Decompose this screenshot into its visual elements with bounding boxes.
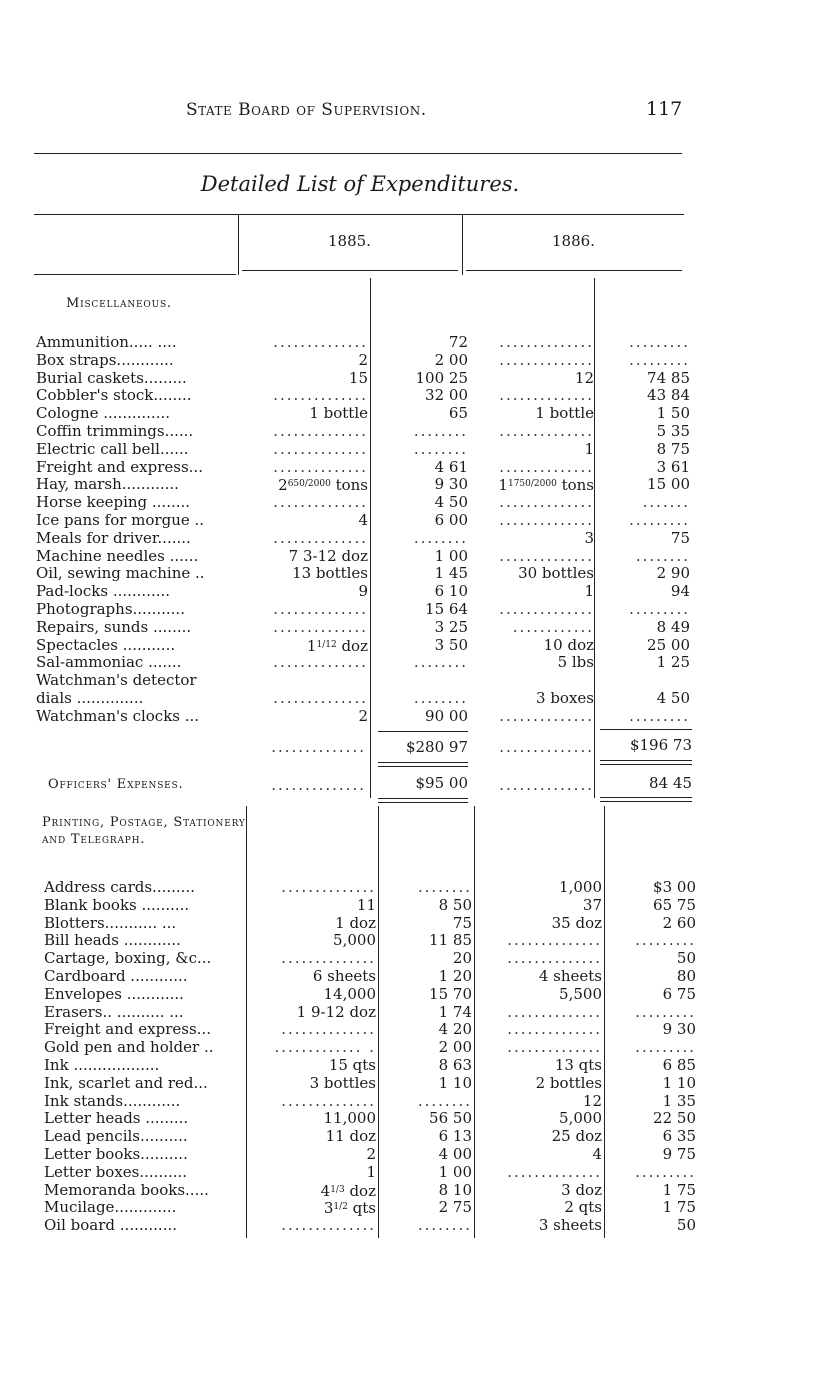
- printing-row: [0, 1003, 831, 1021]
- amount-1885: 4 00: [438, 1145, 472, 1163]
- amount-1885: 2 00: [434, 350, 468, 369]
- qty-1886: 4 sheets: [538, 967, 602, 985]
- fraction: 1750/2000: [507, 479, 557, 490]
- item-label: Freight and express...: [36, 457, 203, 476]
- page-number: 117: [646, 98, 683, 120]
- item-label: Sal-ammoniac .......: [36, 653, 182, 672]
- misc-total-1886: $196 73: [629, 736, 692, 754]
- qty-1885: ..............: [273, 457, 368, 476]
- amount-1886: .......: [642, 493, 690, 512]
- qty-1886: $1^{1750/2000}$ tons: [498, 476, 594, 495]
- item-label: Ice pans for morgue ..: [36, 511, 205, 529]
- amount-1886: 8 75: [656, 439, 690, 458]
- item-label: Mucilage.............: [44, 1198, 177, 1217]
- amount-1886: .........: [635, 1162, 696, 1181]
- qty-1885: ..............: [273, 386, 368, 405]
- amount-1885: 4 50: [434, 493, 468, 512]
- qty-1885: ..............: [273, 689, 368, 707]
- item-label: Cologne ..............: [36, 404, 170, 423]
- qty-1885: 4: [358, 511, 368, 529]
- misc-row: [0, 351, 831, 369]
- misc-total-1885: $280 97: [405, 738, 468, 756]
- qty-1885: $2^{650/2000}$ tons: [278, 476, 368, 495]
- fraction: 650/2000: [287, 479, 331, 490]
- item-label: Meals for driver.......: [36, 528, 191, 547]
- amount-1885: 11 85: [429, 931, 472, 950]
- officers-q85: ..............: [271, 776, 366, 794]
- amount-1886: 80: [676, 967, 696, 985]
- item-label: Hay, marsh............: [36, 475, 179, 494]
- qty-1886: ..............: [499, 333, 594, 351]
- printing-row: [0, 1056, 831, 1074]
- item-label: Cardboard ............: [44, 967, 188, 985]
- qty-1886: ..............: [507, 1020, 602, 1039]
- amount-1886: ........: [635, 546, 690, 565]
- qty-1886: 1: [584, 439, 594, 458]
- qty-1886: ..............: [499, 600, 594, 618]
- item-label: Envelopes ............: [44, 984, 184, 1003]
- qty-1885: ............. .: [274, 1038, 376, 1057]
- fraction: 1/3: [330, 1184, 345, 1195]
- printing-row: [0, 914, 831, 932]
- misc-row: [0, 511, 831, 529]
- qty-1886: ..............: [499, 457, 594, 476]
- amount-1885: 1 10: [438, 1073, 472, 1092]
- qty-1886: ..............: [499, 493, 594, 512]
- amount-1886: 65 75: [653, 895, 696, 914]
- misc-total-double-85a: [378, 762, 468, 763]
- amount-1885: ........: [413, 528, 468, 547]
- qty-1885: ..............: [273, 422, 368, 440]
- amount-1886: 15 00: [647, 475, 690, 494]
- year-1886-heading: 1886.: [552, 232, 595, 250]
- misc-total-rule-86: [600, 729, 692, 730]
- amount-1885: 4 61: [434, 457, 468, 476]
- misc-row: [0, 422, 831, 440]
- item-label: Letter boxes..........: [44, 1162, 188, 1181]
- amount-1886: 6 75: [662, 984, 696, 1003]
- misc-row: [0, 493, 831, 511]
- amount-1886: .........: [635, 1002, 696, 1021]
- qty-1885: ..............: [281, 949, 376, 968]
- qty-1885: 3 bottles: [309, 1073, 376, 1092]
- qty-1886: 12: [574, 368, 594, 387]
- item-label: Ink, scarlet and red...: [44, 1073, 208, 1092]
- fraction: 1/2: [333, 1202, 348, 1213]
- printing-row: [0, 1020, 831, 1038]
- amount-1885: 72: [448, 333, 468, 351]
- qty-1885: ..............: [273, 333, 368, 351]
- amount-1885: ........: [417, 878, 472, 896]
- misc-row: [0, 582, 831, 600]
- qty-1886: 3 doz: [561, 1180, 602, 1199]
- qty-1885: 1: [366, 1162, 376, 1181]
- item-label: Erasers.. .......... ...: [44, 1002, 184, 1021]
- qty-1886: ..............: [499, 511, 594, 529]
- amount-1885: 2 00: [438, 1038, 472, 1057]
- amount-1886: 50: [676, 949, 696, 968]
- qty-1886: 13 qts: [554, 1056, 602, 1074]
- amount-1885: 100 25: [415, 368, 468, 387]
- rule-caption-bottom: [34, 214, 684, 215]
- amount-1886: 3 61: [656, 457, 690, 476]
- item-label: Repairs, sunds ........: [36, 617, 192, 636]
- printing-row: [0, 931, 831, 949]
- amount-1886: .........: [629, 511, 690, 529]
- item-label: Coffin trimmings......: [36, 422, 194, 440]
- rule-top: [34, 153, 682, 154]
- amount-1886: 25 00: [647, 635, 690, 654]
- amount-1886: 1 50: [656, 404, 690, 423]
- qty-1886: ..............: [499, 386, 594, 405]
- amount-1886: 2 90: [656, 564, 690, 583]
- item-label: Memoranda books.....: [44, 1180, 209, 1199]
- item-label: Ammunition..... ....: [36, 333, 177, 351]
- misc-row: [0, 564, 831, 582]
- printing-row: [0, 878, 831, 896]
- qty-1886: 10 doz: [543, 635, 594, 654]
- item-label: Pad-locks ............: [36, 582, 171, 601]
- amount-1885: 9 30: [434, 475, 468, 494]
- item-label: dials ..............: [36, 689, 144, 707]
- col-rule-1886: [462, 215, 463, 275]
- qty-1885: $1^{1/12}$ doz: [306, 636, 368, 655]
- qty-1886: ..............: [499, 546, 594, 565]
- amount-1885: 1 20: [438, 967, 472, 985]
- printing-row: [0, 1038, 831, 1056]
- amount-1886: 5 35: [656, 422, 690, 440]
- qty-1885: 1 bottle: [309, 404, 368, 423]
- qty-1886: 4: [592, 1145, 602, 1163]
- misc-row: [0, 529, 831, 547]
- qty-1886: 3 sheets: [538, 1216, 602, 1235]
- amount-1886: 2 60: [662, 913, 696, 932]
- amount-1885: ........: [413, 422, 468, 440]
- amount-1885: 1 74: [438, 1002, 472, 1021]
- misc-total-double-85b: [378, 766, 468, 767]
- item-label: Photographs...........: [36, 600, 185, 618]
- misc-row: [0, 475, 831, 493]
- qty-1885: ..............: [273, 493, 368, 512]
- qty-1886: ..............: [507, 1038, 602, 1057]
- qty-1886: 5,000: [559, 1109, 602, 1128]
- amount-1885: 1 00: [438, 1162, 472, 1181]
- amount-1886: 1 75: [662, 1180, 696, 1199]
- item-label: Blank books ..........: [44, 895, 190, 914]
- qty-1886: ..............: [499, 422, 594, 440]
- amount-1886: 1 10: [662, 1073, 696, 1092]
- printing-row: [0, 967, 831, 985]
- amount-1885: 8 10: [438, 1180, 472, 1199]
- amount-1885: 56 50: [429, 1109, 472, 1128]
- amount-1886: .........: [629, 706, 690, 725]
- officers-q86: ..............: [499, 776, 594, 794]
- item-label: Cartage, boxing, &c...: [44, 949, 212, 968]
- item-label: Lead pencils..........: [44, 1127, 188, 1146]
- misc-row: [0, 671, 831, 689]
- printing-row: [0, 949, 831, 967]
- fraction: 1/12: [316, 639, 337, 650]
- qty-1885: 2: [358, 706, 368, 725]
- amount-1886: .........: [629, 600, 690, 618]
- amount-1885: 1 45: [434, 564, 468, 583]
- qty-1885: ..............: [273, 528, 368, 547]
- misc-total-q85: ..............: [271, 738, 366, 756]
- qty-1885: 14,000: [323, 984, 376, 1003]
- qty-1886: ..............: [499, 350, 594, 369]
- qty-1886: 2 bottles: [535, 1073, 602, 1092]
- qty-1885: 5,000: [333, 931, 376, 950]
- printing-row: [0, 1074, 831, 1092]
- item-label: Machine needles ......: [36, 546, 199, 565]
- amount-1885: ........: [417, 1216, 472, 1235]
- qty-1885: 15: [348, 368, 368, 387]
- item-label: Ink stands............: [44, 1091, 181, 1110]
- item-label: Bill heads ............: [44, 931, 181, 950]
- qty-1885: 11 doz: [325, 1127, 376, 1146]
- qty-1885: $3^{1/2}$ qts: [323, 1199, 376, 1218]
- printing-row: [0, 1198, 831, 1216]
- officers-rule-86a: [600, 797, 692, 798]
- amount-1885: ........: [413, 689, 468, 707]
- qty-1885: 2: [366, 1145, 376, 1163]
- amount-1886: 22 50: [653, 1109, 696, 1128]
- item-label: Oil board ............: [44, 1216, 177, 1235]
- section-officers-heading: Officers' Expenses.: [48, 777, 184, 792]
- qty-1885: 15 qts: [328, 1056, 376, 1074]
- qty-1885: ..............: [273, 439, 368, 458]
- rule-header-bottom-2: [242, 270, 458, 271]
- misc-row: [0, 653, 831, 671]
- section-printing-heading: Printing, Postage, Stationery and Telegraph.: [42, 815, 246, 847]
- amount-1886: 9 30: [662, 1020, 696, 1039]
- printing-row: [0, 1163, 831, 1181]
- amount-1886: 50: [676, 1216, 696, 1235]
- amount-1885: ........: [413, 439, 468, 458]
- amount-1885: 15 64: [425, 600, 468, 618]
- item-label: Watchman's detector: [36, 671, 197, 690]
- misc-row: [0, 369, 831, 387]
- qty-1886: ..............: [507, 931, 602, 950]
- amount-1886: 9 75: [662, 1145, 696, 1163]
- item-label: Cobbler's stock........: [36, 386, 192, 405]
- amount-1885: 3 25: [434, 617, 468, 636]
- misc-total-double-86b: [600, 764, 692, 765]
- amount-1886: 74 85: [647, 368, 690, 387]
- qty-1885: 9: [358, 582, 368, 601]
- amount-1885: ........: [413, 653, 468, 672]
- amount-1885: 20: [452, 949, 472, 968]
- amount-1886: 6 35: [662, 1127, 696, 1146]
- misc-total-q86: ..............: [499, 738, 594, 756]
- item-label: Oil, sewing machine ..: [36, 564, 205, 583]
- printing-row: [0, 985, 831, 1003]
- qty-1886: 37: [582, 895, 602, 914]
- amount-1885: 6 13: [438, 1127, 472, 1146]
- amount-1885: 3 50: [434, 635, 468, 654]
- item-label: Blotters........... ...: [44, 913, 177, 932]
- amount-1886: 6 85: [662, 1056, 696, 1074]
- amount-1886: 1 35: [662, 1091, 696, 1110]
- qty-1886: 1 bottle: [535, 404, 594, 423]
- amount-1885: 6 10: [434, 582, 468, 601]
- qty-1885: ..............: [273, 653, 368, 672]
- misc-row: [0, 458, 831, 476]
- qty-1886: 2 qts: [564, 1198, 602, 1217]
- amount-1886: 4 50: [656, 689, 690, 707]
- amount-1886: 43 84: [647, 386, 690, 405]
- amount-1885: 90 00: [425, 706, 468, 725]
- qty-1885: 1 doz: [335, 913, 376, 932]
- amount-1885: 8 63: [438, 1056, 472, 1074]
- amount-1886: 1 25: [656, 653, 690, 672]
- amount-1885: 15 70: [429, 984, 472, 1003]
- amount-1886: .........: [635, 1038, 696, 1057]
- amount-1885: ........: [417, 1091, 472, 1110]
- amount-1886: 1 75: [662, 1198, 696, 1217]
- printing-row: [0, 1145, 831, 1163]
- amount-1886: 94: [670, 582, 690, 601]
- printing-row: [0, 1181, 831, 1199]
- item-label: Ink ..................: [44, 1056, 160, 1074]
- misc-row: [0, 707, 831, 725]
- item-label: Letter heads .........: [44, 1109, 189, 1128]
- misc-row: [0, 386, 831, 404]
- qty-1886: ............: [512, 617, 594, 636]
- item-label: Box straps............: [36, 350, 174, 369]
- printing-row: [0, 1109, 831, 1127]
- qty-1885: 13 bottles: [292, 564, 368, 583]
- amount-1885: 65: [448, 404, 468, 423]
- misc-total-double-86a: [600, 760, 692, 761]
- qty-1885: $4^{1/3}$ doz: [320, 1181, 376, 1200]
- qty-1886: ..............: [507, 949, 602, 968]
- misc-total-rule-85: [378, 731, 468, 732]
- misc-row: [0, 333, 831, 351]
- qty-1885: ..............: [273, 600, 368, 618]
- qty-1885: 7 3-12 doz: [288, 546, 368, 565]
- table-caption: Detailed List of Expenditures.: [200, 172, 520, 196]
- item-label: Horse keeping ........: [36, 493, 191, 512]
- amount-1885: 32 00: [425, 386, 468, 405]
- amount-1886: $3 00: [653, 878, 696, 896]
- misc-row: [0, 404, 831, 422]
- printing-row: [0, 896, 831, 914]
- item-label: Gold pen and holder ..: [44, 1038, 214, 1057]
- qty-1886: 5 lbs: [557, 653, 594, 672]
- item-label: Freight and express...: [44, 1020, 211, 1039]
- amount-1886: .........: [629, 333, 690, 351]
- amount-1885: 4 20: [438, 1020, 472, 1039]
- item-label: Spectacles ...........: [36, 635, 176, 654]
- qty-1886: 35 doz: [551, 913, 602, 932]
- qty-1886: 1: [584, 582, 594, 601]
- printing-row: [0, 1092, 831, 1110]
- misc-row: [0, 618, 831, 636]
- qty-1885: 11,000: [323, 1109, 376, 1128]
- amount-1885: 75: [452, 913, 472, 932]
- amount-1885: 6 00: [434, 511, 468, 529]
- officers-1885: $95 00: [415, 774, 468, 792]
- officers-rule-85b: [378, 802, 468, 803]
- qty-1885: 1 9-12 doz: [296, 1002, 376, 1021]
- printing-row: [0, 1216, 831, 1234]
- qty-1886: 25 doz: [551, 1127, 602, 1146]
- misc-row: [0, 689, 831, 707]
- qty-1885: 11: [356, 895, 376, 914]
- officers-rule-86b: [600, 801, 692, 802]
- rule-header-bottom-3: [466, 270, 682, 271]
- rule-header-bottom-1: [34, 274, 236, 275]
- qty-1886: ..............: [507, 1002, 602, 1021]
- qty-1885: ..............: [281, 1091, 376, 1110]
- amount-1886: 75: [670, 528, 690, 547]
- qty-1885: 6 sheets: [312, 967, 376, 985]
- qty-1886: 1,000: [559, 878, 602, 896]
- amount-1886: .........: [629, 350, 690, 369]
- item-label: Letter books..........: [44, 1145, 188, 1163]
- amount-1885: 1 00: [434, 546, 468, 565]
- amount-1885: 8 50: [438, 895, 472, 914]
- qty-1885: ..............: [281, 878, 376, 896]
- qty-1885: ..............: [273, 617, 368, 636]
- qty-1885: ..............: [281, 1216, 376, 1235]
- item-label: Electric call bell......: [36, 439, 189, 458]
- item-label: Address cards.........: [44, 878, 195, 896]
- misc-row: [0, 440, 831, 458]
- year-1885-heading: 1885.: [328, 232, 371, 250]
- item-label: Watchman's clocks ...: [36, 706, 200, 725]
- qty-1886: 5,500: [559, 984, 602, 1003]
- qty-1886: 3: [584, 528, 594, 547]
- qty-1885: 2: [358, 350, 368, 369]
- officers-rule-85a: [378, 798, 468, 799]
- misc-row: [0, 636, 831, 654]
- qty-1886: 12: [582, 1091, 602, 1110]
- qty-1885: ..............: [281, 1020, 376, 1039]
- officers-1886: 84 45: [649, 774, 692, 792]
- item-label: Burial caskets.........: [36, 368, 187, 387]
- misc-row: [0, 600, 831, 618]
- qty-1886: ..............: [499, 706, 594, 725]
- section-misc-heading: Miscellaneous.: [66, 296, 172, 311]
- running-title: State Board of Supervision.: [186, 100, 427, 120]
- qty-1886: ..............: [507, 1162, 602, 1181]
- misc-row: [0, 547, 831, 565]
- printing-row: [0, 1127, 831, 1145]
- qty-1886: 30 bottles: [518, 564, 594, 583]
- amount-1886: .........: [635, 931, 696, 950]
- amount-1885: 2 75: [438, 1198, 472, 1217]
- col-rule-1885: [238, 215, 239, 275]
- qty-1886: 3 boxes: [536, 689, 594, 707]
- amount-1886: 8 49: [656, 617, 690, 636]
